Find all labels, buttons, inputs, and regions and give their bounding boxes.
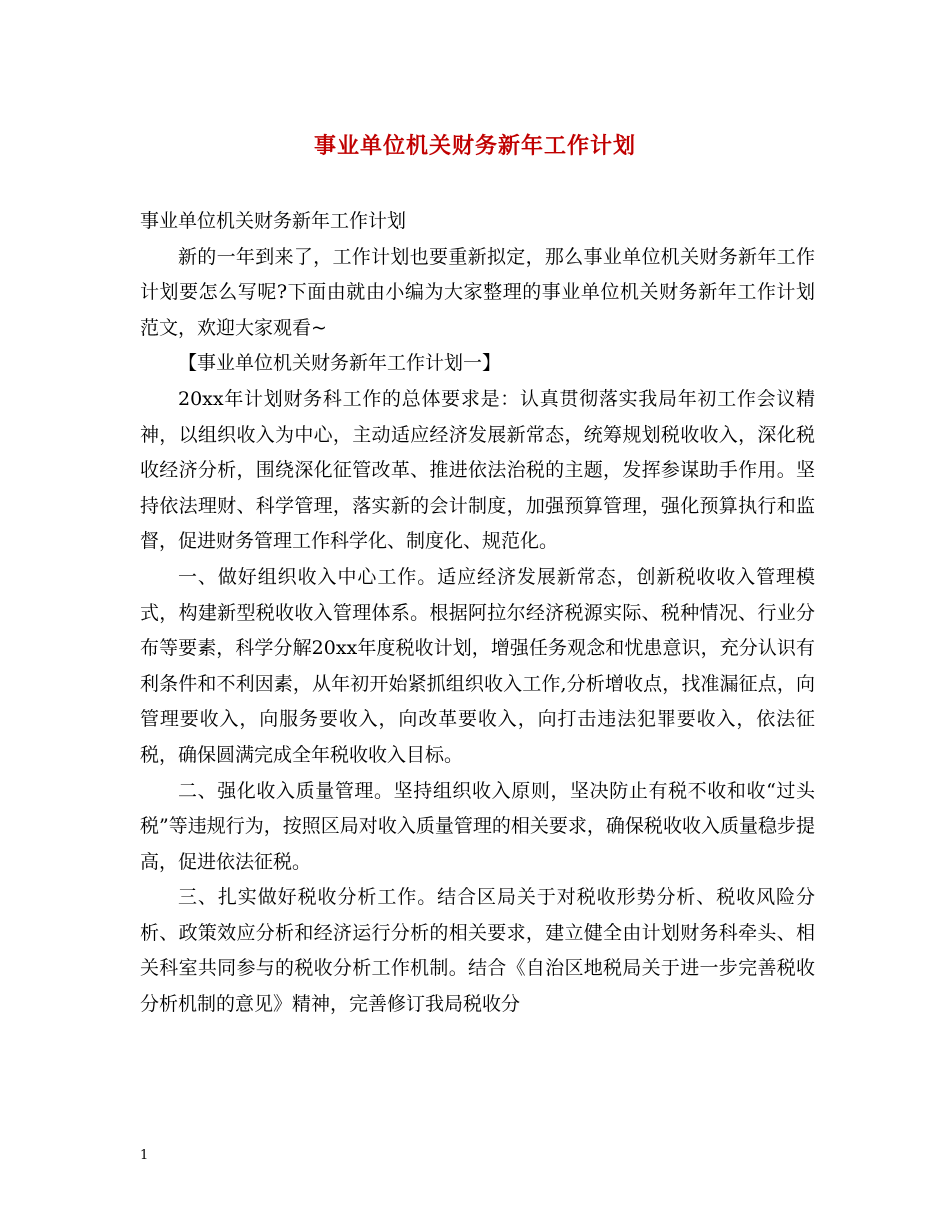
section-heading: 【事业单位机关财务新年工作计划一】 <box>178 352 502 375</box>
body-paragraph: 一、做好组织收入中心工作。适应经济发展新常态，创新税收收入管理模式，构建新型税收收入管理体系。根据阿拉尔经济税源实际、税种情况、行业分布等要素，科学分解20xx年度税收计划，增强任务观念和忧患意识，充分认识有利条件和不利因素，从年初开始紧抓组织收入工作,分析增收点，找准漏征点，向管理要收入，向服务要收入，向改革要收入，向打击违法犯罪要收入，依法征税，确保圆满完成全年税收收入目标。 <box>140 565 815 766</box>
body-heading: 事业单位机关财务新年工作计划 <box>140 210 407 232</box>
document-body <box>140 204 815 1023</box>
body-paragraph: 三、扎实做好税收分析工作。结合区局关于对税收形势分析、税收风险分析、政策效应分析和经济运行分析的相关要求，建立健全由计划财务科牵头、相关科室共同参与的税收分析工作机制。结合《自治区地税局关于进一步完善税收分析机制的意见》精神，完善修订我局税收分 <box>140 886 815 1016</box>
document-title: 事业单位机关财务新年工作计划 <box>313 133 636 159</box>
body-paragraph: 二、强化收入质量管理。坚持组织收入原则，坚决防止有税不收和收“过头税”等违规行为，按照区局对收入质量管理的相关要求，确保税收收入质量稳步提高，促进依法征税。 <box>140 779 815 873</box>
page-number: 1 <box>140 1148 149 1163</box>
intro-paragraph: 新的一年到来了，工作计划也要重新拟定，那么事业单位机关财务新年工作计划要怎么写呢?下面由就由小编为大家整理的事业单位机关财务新年工作计划范文，欢迎大家观看~ <box>140 245 815 339</box>
body-paragraph: 20xx年计划财务科工作的总体要求是：认真贯彻落实我局年初工作会议精神，以组织收入为中心，主动适应经济发展新常态，统筹规划税收收入，深化税收经济分析，围绕深化征管改革、推进依法治税的主题，发挥参谋助手作用。坚持依法理财、科学管理，落实新的会计制度，加强预算管理，强化预算执行和监督，促进财务管理工作科学化、制度化、规范化。 <box>140 387 815 553</box>
